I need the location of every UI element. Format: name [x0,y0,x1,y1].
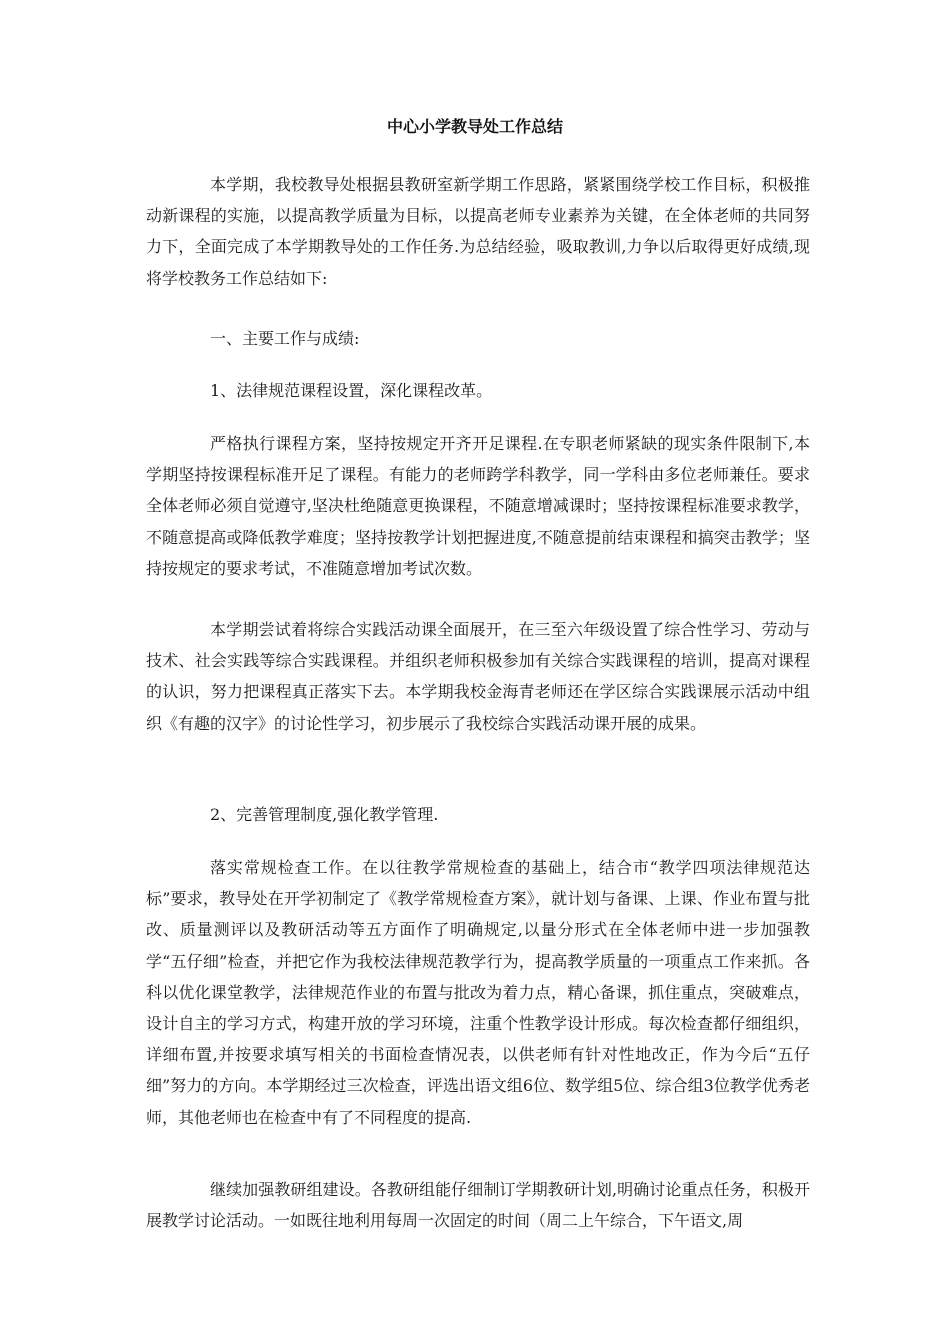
subheading-management: 2、完善管理制度,强化教学管理. [210,805,439,824]
curriculum-paragraph: 严格执行课程方案，坚持按规定开齐开足课程.在专职老师紧缺的现实条件限制下,本学期坚持按课程标准开足了课程。有能力的老师跨学科教学，同一学科由多位老师兼任。要求全体老师必须自觉遵守,坚决杜绝随意更换课程，不随意增减课时；坚持按课程标准要求教学，不随意提高或降低教学难度；坚持按教学计划把握进度,不随意提前结束课程和搞突击教学；坚持按规定的要求考试，不准随意增加考试次数。 [146,434,810,578]
section-heading-main-work: 一、主要工作与成绩: [210,329,360,348]
document-title: 中心小学教导处工作总结 [386,117,563,136]
routine-inspection-paragraph: 落实常规检查工作。在以往教学常规检查的基础上，结合市“教学四项法律规范达标”要求，教导处在开学初制定了《教学常规检查方案》，就计划与备课、上课、作业布置与批改、质量测评以及教研活动等五方面作了明确规定,以量分形式在全体老师中进一步加强教学“五仔细”检查，并把它作为我校法律规范教学行为，提高教学质量的一项重点工作来抓。各科以优化课堂教学，法律规范作业的布置与批改为着力点，精心备课，抓住重点，突破难点，设计自主的学习方式，构建开放的学习环境，注重个性教学设计形成。每次检查都仔细组织，详细布置,并按要求填写相关的书面检查情况表，以供老师有针对性地改正，作为今后“五仔细”努力的方向。本学期经过三次检查，评选出语文组6位、数学组5位、综合组3位教学优秀老师，其他老师也在检查中有了不同程度的提高. [146,858,810,1127]
subheading-curriculum: 1、法律规范课程设置，深化课程改革。 [210,381,493,400]
teaching-research-paragraph: 继续加强教研组建设。各教研组能仔细制订学期教研计划,明确讨论重点任务，积极开展教学讨论活动。一如既往地利用每周一次固定的时间（周二上午综合，下午语文,周 [146,1180,810,1231]
intro-paragraph: 本学期，我校教导处根据县教研室新学期工作思路，紧紧围绕学校工作目标，积极推动新课程的实施，以提高教学质量为目标，以提高老师专业素养为关键，在全体老师的共同努力下，全面完成了本学期教导处的工作任务.为总结经验，吸取教训,力争以后取得更好成绩,现将学校教务工作总结如下: [146,175,810,288]
practice-activity-paragraph: 本学期尝试着将综合实践活动课全面展开，在三至六年级设置了综合性学习、劳动与技术、社会实践等综合实践课程。并组织老师积极参加有关综合实践课程的培训，提高对课程的认识，努力把课程真正落实下去。本学期我校金海青老师还在学区综合实践课展示活动中组织《有趣的汉字》的讨论性学习，初步展示了我校综合实践活动课开展的成果。 [146,620,810,733]
